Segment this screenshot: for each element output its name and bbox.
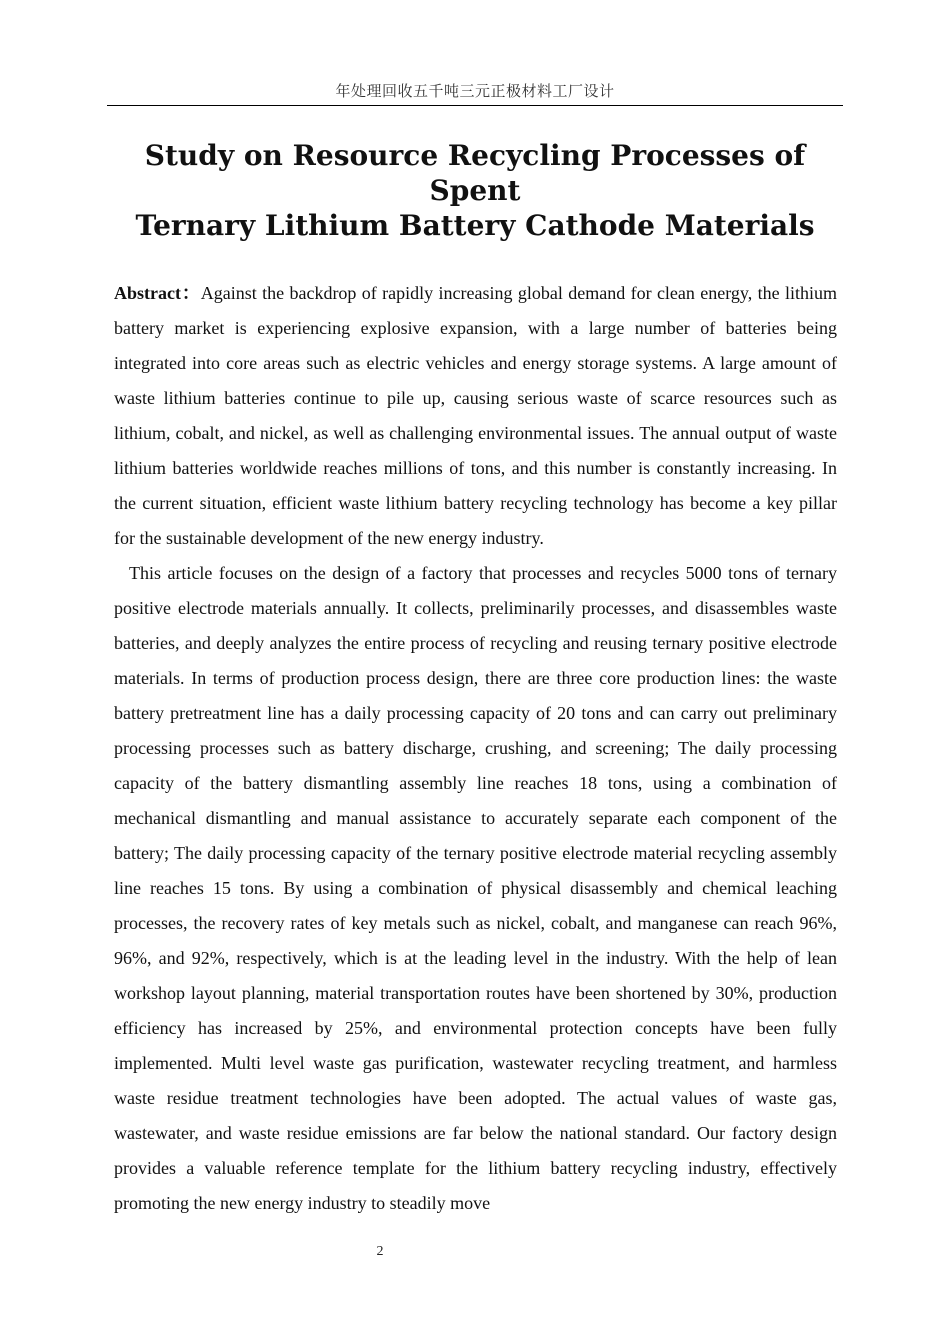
abstract-label: Abstract (114, 283, 181, 303)
abstract-paragraph-2: This article focuses on the design of a factory that processes and recycles 5000 tons of ternary positive electrode materials annually. It collects, preliminarily processes, and disassembles waste batteries, and deeply analyzes the entire process of recycling and reusing ternary positive electrode materials. In terms of production process design, there are three core production lines: the waste battery pretreatment line has a daily processing capacity of 20 tons and can carry out preliminary processing processes such as battery discharge, crushing, and screening; The daily processing capacity of the battery dismantling assembly line reaches 18 tons, using a combination of mechanical dismantling and manual assistance to accurately separate each component of the battery; The daily processing capacity of the ternary positive electrode material recycling assembly line reaches 15 tons. By using a combination of physical disassembly and chemical leaching processes, the recovery rates of key metals such as nickel, cobalt, and manganese can reach 96%, 96%, and 92%, respectively, which is at the leading level in the industry. With the help of lean workshop layout planning, material transportation routes have been shortened by 30%, production efficiency has increased by 25%, and environmental protection concepts have been fully implemented. Multi level waste gas purification, wastewater recycling treatment, and harmless waste residue treatment technologies have been adopted. The actual values of waste gas, wastewater, and waste residue emissions are far below the national standard. Our factory design provides a valuable reference template for the lithium battery recycling industry, effectively promoting the new energy industry to steadily move (114, 563, 837, 1213)
title-line-1: Study on Resource Recycling Processes of Spent (144, 139, 806, 207)
abstract-section (114, 276, 837, 1221)
header-divider (107, 105, 843, 106)
running-header: 年处理回收五千吨三元正极材料工厂设计 (335, 82, 615, 100)
page-number: 2 (376, 1244, 384, 1259)
abstract-paragraph-1-text: Against the backdrop of rapidly increasing global demand for clean energy, the lithium battery market is experiencing explosive expansion, with a large number of batteries being integrated into core areas such as electric vehicles and energy storage systems. A large amount of waste lithium batteries continue to pile up, causing serious waste of scarce resources such as lithium, cobalt, and nickel, as well as challenging environmental issues. The annual output of waste lithium batteries worldwide reaches millions of tons, and this number is constantly increasing. In the current situation, efficient waste lithium battery recycling technology has become a key pillar for the sustainable development of the new energy industry. (114, 283, 838, 548)
title-line-2: Ternary Lithium Battery Cathode Materials (135, 209, 815, 242)
paper-title (107, 138, 843, 243)
abstract-paragraph-1 (114, 276, 837, 556)
abstract-colon: ： (180, 283, 201, 303)
